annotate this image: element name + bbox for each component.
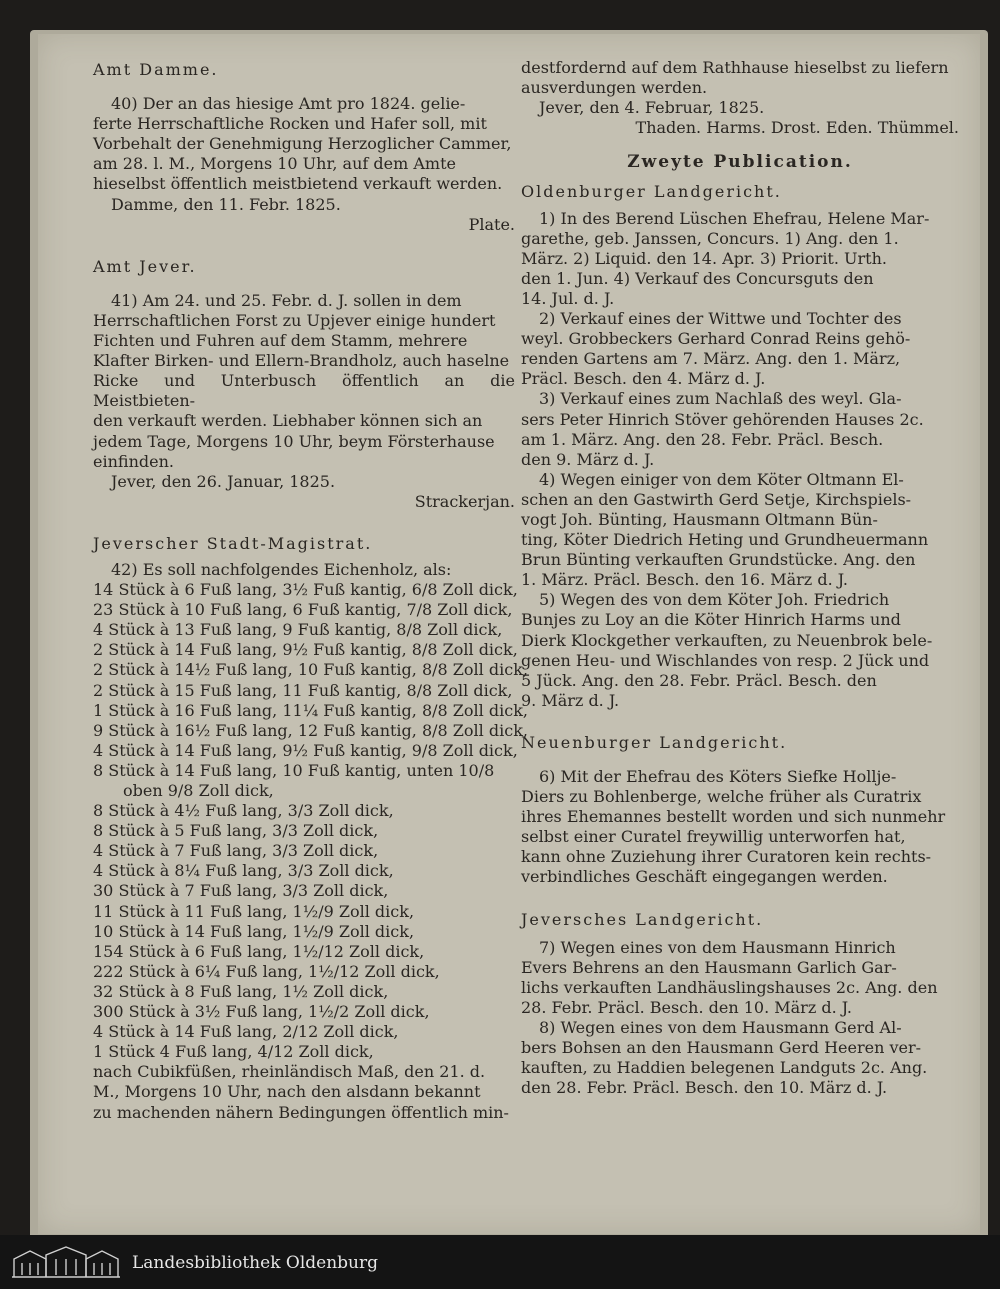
text-line: vogt Joh. Bünting, Hausmann Oltmann Bün- xyxy=(521,509,878,529)
text-line: Vorbehalt der Genehmigung Herzoglicher Cammer, xyxy=(93,134,512,154)
timber-row: 1 Stück 4 Fuß lang, 4/12 Zoll dick, xyxy=(93,1042,374,1062)
text-line: ausverdungen werden. xyxy=(521,78,708,98)
library-name: Landesbibliothek Oldenburg xyxy=(132,1253,379,1273)
text-line: Bunjes zu Loy an die Köter Hinrich Harms und xyxy=(521,610,901,630)
text-line: 2) Verkauf eines der Wittwe und Tochter des xyxy=(539,309,902,329)
text-line: am 28. l. M., Morgens 10 Uhr, auf dem Amte xyxy=(93,154,456,174)
neuenburg-text xyxy=(521,767,959,888)
text-line: einfinden. xyxy=(93,451,174,471)
text-line: hieselbst öffentlich meistbietend verkauft werden. xyxy=(93,174,503,194)
timber-row: 154 Stück à 6 Fuß lang, 1½/12 Zoll dick, xyxy=(93,941,425,961)
heading-stadt-magistrat: Jeverscher Stadt-Magistrat. xyxy=(93,533,373,553)
timber-list-2 xyxy=(93,801,515,1062)
text-line: Ricke und Unterbusch öffentlich an die Meistbieten- xyxy=(93,371,515,411)
text-line: 5 Jück. Ang. den 28. Febr. Präcl. Besch. den xyxy=(521,670,877,690)
timber-row: 222 Stück à 6¼ Fuß lang, 1½/12 Zoll dick, xyxy=(93,961,440,981)
text-line: ferte Herrschaftliche Rocken und Hafer soll, mit xyxy=(93,114,487,134)
text-line: destfordernd auf dem Rathhause hieselbst zu liefern xyxy=(521,58,949,77)
text-line: Herrschaftlichen Forst zu Upjever einige hundert xyxy=(93,310,496,330)
signature: Strackerjan. xyxy=(414,491,515,511)
timber-row: 8 Stück à 5 Fuß lang, 3/3 Zoll dick, xyxy=(93,821,379,841)
timber-row: 2 Stück à 14 Fuß lang, 9½ Fuß kantig, 8/8 Zoll dick, xyxy=(93,640,518,660)
oldenburg-text xyxy=(521,209,959,711)
text-line: weyl. Grobbeckers Gerhard Conrad Reins gehö- xyxy=(521,329,911,349)
timber-row: 8 Stück à 4½ Fuß lang, 3/3 Zoll dick, xyxy=(93,801,394,821)
timber-row: 9 Stück à 16½ Fuß lang, 12 Fuß kantig, 8/8 Zoll dick, xyxy=(93,720,528,740)
text-line: renden Gartens am 7. März. Ang. den 1. März, xyxy=(521,349,901,369)
text-line: 4) Wegen einiger von dem Köter Oltmann El- xyxy=(539,469,904,489)
timber-row: 4 Stück à 7 Fuß lang, 3/3 Zoll dick, xyxy=(93,841,379,861)
timber-row: 23 Stück à 10 Fuß lang, 6 Fuß kantig, 7/8 Zoll dick, xyxy=(93,600,513,620)
timber-row-continued: oben 9/8 Zoll dick, xyxy=(123,781,274,800)
jever-landgericht-text xyxy=(521,938,959,1099)
text-line: den verkauft werden. Liebhaber können sich an xyxy=(93,411,483,431)
timber-row: 4 Stück à 13 Fuß lang, 9 Fuß kantig, 8/8 Zoll dick, xyxy=(93,620,503,640)
text-line: selbst einer Curatel freywillig unterworfen hat, xyxy=(521,827,906,847)
text-line: verbindliches Geschäft eingegangen werden. xyxy=(521,867,888,887)
text-line: 6) Mit der Ehefrau des Köters Siefke Hollje- xyxy=(539,767,897,786)
signature: Thaden. Harms. Drost. Eden. Thümmel. xyxy=(635,118,959,138)
left-column xyxy=(93,60,528,1123)
timber-row: 1 Stück à 16 Fuß lang, 11¼ Fuß kantig, 8/8 Zoll dick, xyxy=(93,700,528,720)
text-line: den 1. Jun. 4) Verkauf des Concursguts den xyxy=(521,268,874,288)
text-line: bers Bohsen an den Hausmann Gerd Heeren ver- xyxy=(521,1038,922,1058)
text-line: 3) Verkauf eines zum Nachlaß des weyl. Gla- xyxy=(539,389,902,409)
timber-row: 2 Stück à 14½ Fuß lang, 10 Fuß kantig, 8/8 Zoll dick, xyxy=(93,660,528,680)
library-building-icon xyxy=(10,1245,122,1279)
text-line: sers Peter Hinrich Stöver gehörenden Hauses 2c. xyxy=(521,409,924,429)
timber-row: 14 Stück à 6 Fuß lang, 3½ Fuß kantig, 6/8 Zoll dick, xyxy=(93,580,518,600)
text-line: 5) Wegen des von dem Köter Joh. Friedrich xyxy=(539,590,890,610)
text-line: 1) In des Berend Lüschen Ehefrau, Helene Mar- xyxy=(539,208,930,228)
text-line: genen Heu- und Wischlandes von resp. 2 Jück und xyxy=(521,650,930,670)
timber-row: 4 Stück à 14 Fuß lang, 2/12 Zoll dick, xyxy=(93,1022,399,1042)
text-line: Evers Behrens an den Hausmann Garlich Gar- xyxy=(521,957,897,977)
signature: Plate. xyxy=(468,214,515,234)
text-line: 42) Es soll nachfolgendes Eichenholz, als: xyxy=(111,559,452,579)
text-line: M., Morgens 10 Uhr, nach den alsdann bekannt xyxy=(93,1082,481,1102)
heading-amt-damme: Amt Damme. xyxy=(93,60,219,79)
date-line: Jever, den 4. Februar, 1825. xyxy=(539,98,765,118)
timber-list xyxy=(93,580,528,781)
text-line: ihres Ehemannes bestellt worden und sich nunmehr xyxy=(521,807,946,827)
text-line: Klafter Birken- und Ellern-Brandholz, auch haselne xyxy=(93,351,510,371)
text-line: 28. Febr. Präcl. Besch. den 10. März d. J. xyxy=(521,997,852,1017)
text-line: Diers zu Bohlenberge, welche früher als Curatrix xyxy=(521,787,922,807)
text-line: Präcl. Besch. den 4. März d. J. xyxy=(521,369,766,389)
heading-oldenburger-landgericht: Oldenburger Landgericht. xyxy=(521,182,782,202)
text-line: 14. Jul. d. J. xyxy=(521,288,615,308)
text-line: lichs verkauften Landhäuslingshauses 2c. Ang. den xyxy=(521,977,938,997)
text-line: garethe, geb. Janssen, Concurs. 1) Ang. den 1. xyxy=(521,228,899,248)
text-line: 1. März. Präcl. Besch. den 16. März d. J. xyxy=(521,570,848,590)
heading-neuenburger-landgericht: Neuenburger Landgericht. xyxy=(521,732,788,752)
timber-row: 32 Stück à 8 Fuß lang, 1½ Zoll dick, xyxy=(93,981,389,1001)
date-line: Damme, den 11. Febr. 1825. xyxy=(111,194,341,214)
text-line: am 1. März. Ang. den 28. Febr. Präcl. Besch. xyxy=(521,429,884,449)
text-line: Brun Bünting verkauften Grundstücke. Ang. den xyxy=(521,550,916,570)
text-line: den 9. März d. J. xyxy=(521,449,655,469)
text-line: Dierk Klockgether verkauften, zu Neuenbrok bele- xyxy=(521,630,933,650)
text-line: den 28. Febr. Präcl. Besch. den 10. März d. J. xyxy=(521,1078,888,1098)
timber-row: 300 Stück à 3½ Fuß lang, 1½/2 Zoll dick, xyxy=(93,1002,430,1022)
timber-row: 2 Stück à 15 Fuß lang, 11 Fuß kantig, 8/8 Zoll dick, xyxy=(93,680,513,700)
text-line: kann ohne Zuziehung ihrer Curatoren kein rechts- xyxy=(521,847,932,867)
text-line: Fichten und Fuhren auf dem Stamm, mehrere xyxy=(93,331,468,351)
timber-row: 4 Stück à 8¼ Fuß lang, 3/3 Zoll dick, xyxy=(93,861,394,881)
timber-row: 10 Stück à 14 Fuß lang, 1½/9 Zoll dick, xyxy=(93,921,415,941)
text-line: 9. März d. J. xyxy=(521,690,620,710)
text-line: nach Cubikfüßen, rheinländisch Maß, den 21. d. xyxy=(93,1062,486,1082)
timber-row: 8 Stück à 14 Fuß lang, 10 Fuß kantig, unten 10/8 xyxy=(93,760,495,780)
text-line: schen an den Gastwirth Gerd Setje, Kirchspiels- xyxy=(521,489,912,509)
heading-amt-jever: Amt Jever. xyxy=(93,256,197,276)
text-line: zu machenden nähern Bedingungen öffentlich min- xyxy=(93,1102,509,1122)
text-line: jedem Tage, Morgens 10 Uhr, beym Försterhause xyxy=(93,431,495,451)
text-line: 8) Wegen eines von dem Hausmann Gerd Al- xyxy=(539,1018,902,1038)
heading-jeversches-landgericht: Jeversches Landgericht. xyxy=(521,909,764,929)
section-title: Zweyte Publication. xyxy=(627,152,853,173)
text-line: ting, Köter Diedrich Heting und Grundheuermann xyxy=(521,530,929,550)
text-line: kauften, zu Haddien belegenen Landguts 2c. Ang. xyxy=(521,1058,928,1078)
text-line: 7) Wegen eines von dem Hausmann Hinrich xyxy=(539,937,896,957)
date-line: Jever, den 26. Januar, 1825. xyxy=(111,471,336,491)
right-column xyxy=(521,58,959,1098)
text-line: 41) Am 24. und 25. Febr. d. J. sollen in dem xyxy=(111,290,462,310)
footer-bar xyxy=(0,1235,1000,1289)
text-line: März. 2) Liquid. den 14. Apr. 3) Priorit. Urth. xyxy=(521,248,887,268)
timber-row: 4 Stück à 14 Fuß lang, 9½ Fuß kantig, 9/8 Zoll dick, xyxy=(93,740,518,760)
timber-row: 11 Stück à 11 Fuß lang, 1½/9 Zoll dick, xyxy=(93,901,415,921)
text-line: 40) Der an das hiesige Amt pro 1824. gelie- xyxy=(111,94,466,114)
timber-row: 30 Stück à 7 Fuß lang, 3/3 Zoll dick, xyxy=(93,881,389,901)
